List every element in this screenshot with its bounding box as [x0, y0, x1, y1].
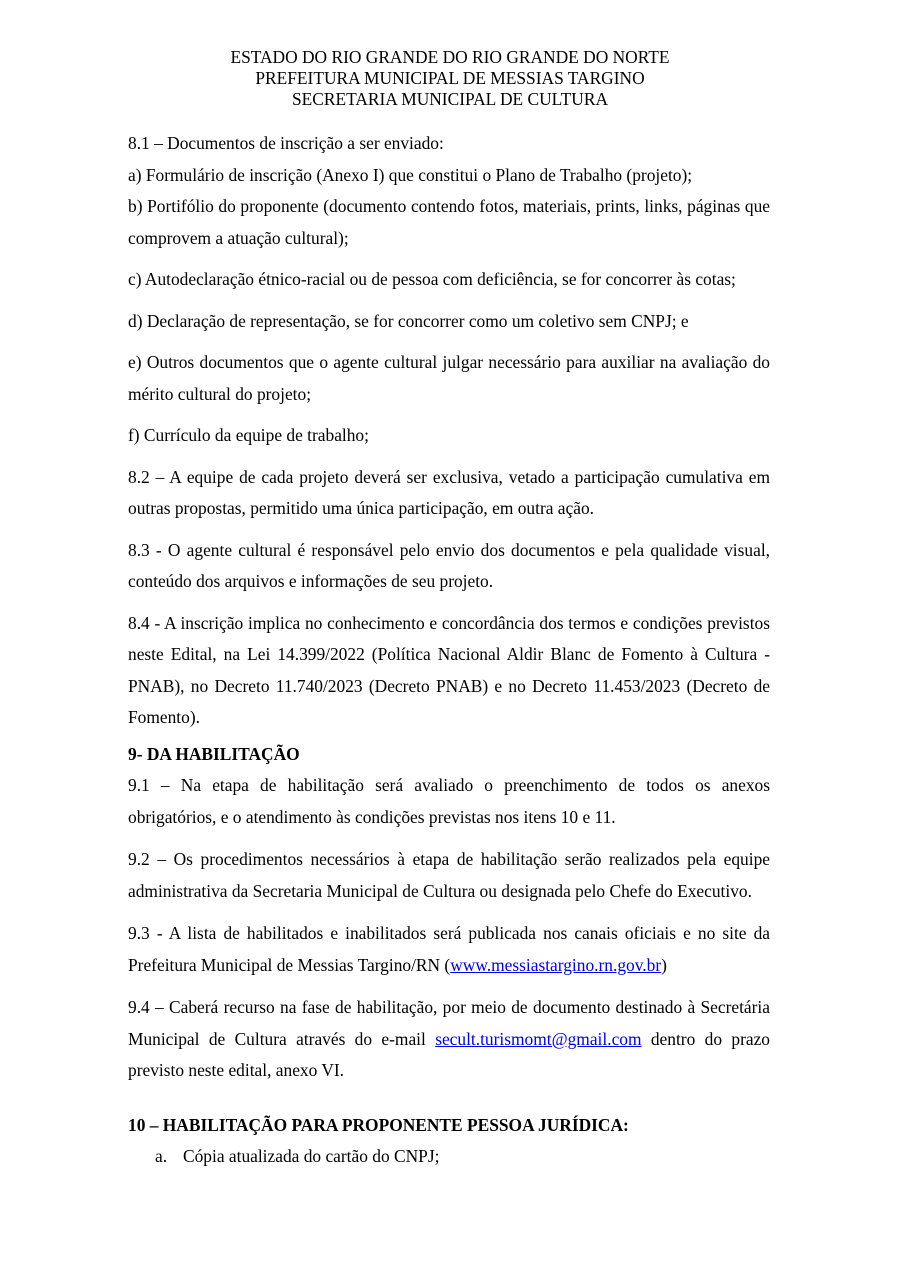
list-marker: a. [155, 1146, 168, 1166]
item-8-1-b: b) Portifólio do proponente (documento contendo fotos, materiais, prints, links, páginas que comprovem a atuação cultural); [128, 196, 770, 248]
paragraph-8-3: 8.3 - O agente cultural é responsável pelo envio dos documentos e pela qualidade visual, conteúdo dos arquivos e informações de seu projeto. [128, 539, 770, 591]
header-prefecture: PREFEITURA MUNICIPAL DE MESSIAS TARGINO [255, 68, 645, 88]
paragraph-9-4 [128, 992, 770, 1087]
paragraph-9-4-tail: dentro do prazo previsto neste edital, anexo VI. [128, 1028, 770, 1080]
header-state: ESTADO DO RIO GRANDE DO RIO GRANDE DO NORTE [230, 47, 670, 67]
paragraph-9-2: 9.2 – Os procedimentos necessários à etapa de habilitação serão realizados pela equipe administrativa da Secretaria Municipal de Cultura ou designada pelo Chefe do Executivo. [128, 849, 770, 901]
paragraph-8-4: 8.4 - A inscrição implica no conhecimento e concordância dos termos e condições previstos neste Edital, na Lei 14.399/2022 (Política Nacional Aldir Blanc de Fomento à Cultura - PNAB), no Decreto 11.740/2023 (Decreto PNAB) e no Decreto 11.453/2023 (Decreto de Fomento). [128, 612, 770, 727]
item-8-1-c: c) Autodeclaração étnico-racial ou de pessoa com deficiência, se for concorrer às cotas; [128, 269, 736, 289]
paragraph-9-3-close: ) [661, 954, 667, 975]
document-header [0, 47, 900, 110]
item-8-1-e: e) Outros documentos que o agente cultural julgar necessário para auxiliar na avaliação do mérito cultural do projeto; [128, 352, 770, 404]
item-8-1-a: a) Formulário de inscrição (Anexo I) que constitui o Plano de Trabalho (projeto); [128, 164, 693, 185]
section-10-heading: 10 – HABILITAÇÃO PARA PROPONENTE PESSOA JURÍDICA: [128, 1114, 629, 1135]
list-item [128, 1141, 770, 1173]
list-item-text: Cópia atualizada do cartão do CNPJ; [183, 1146, 440, 1166]
header-secretariat: SECRETARIA MUNICIPAL DE CULTURA [291, 89, 609, 109]
item-8-1-d: d) Declaração de representação, se for concorrer como um coletivo sem CNPJ; e [128, 310, 689, 331]
document-body [128, 128, 770, 1173]
paragraph-8-2: 8.2 – A equipe de cada projeto deverá ser exclusiva, vetado a participação cumulativa em outras propostas, permitido uma única participação, em outra ação. [128, 466, 770, 518]
email-link[interactable]: secult.turismomt@gmail.com [435, 1028, 642, 1049]
section-8-1-title: 8.1 – Documentos de inscrição a ser enviado: [128, 133, 444, 153]
paragraph-9-3 [128, 918, 770, 981]
paragraph-9-3-text: 9.3 - A lista de habilitados e inabilitados será publicada nos canais oficiais e no site da Prefeitura Municipal de Messias Targino/RN ( [128, 923, 770, 975]
website-link[interactable]: www.messiastargino.rn.gov.br [450, 954, 662, 975]
paragraph-9-4-text: 9.4 – Caberá recurso na fase de habilitação, por meio de documento destinado à Secretária Municipal de Cultura através do e-mail [128, 997, 770, 1049]
section-9-heading: 9- DA HABILITAÇÃO [128, 743, 300, 764]
paragraph-9-1: 9.1 – Na etapa de habilitação será avaliado o preenchimento de todos os anexos obrigatórios, e o atendimento às condições previstas nos itens 10 e 11. [128, 775, 770, 827]
item-8-1-f: f) Currículo da equipe de trabalho; [128, 425, 369, 445]
